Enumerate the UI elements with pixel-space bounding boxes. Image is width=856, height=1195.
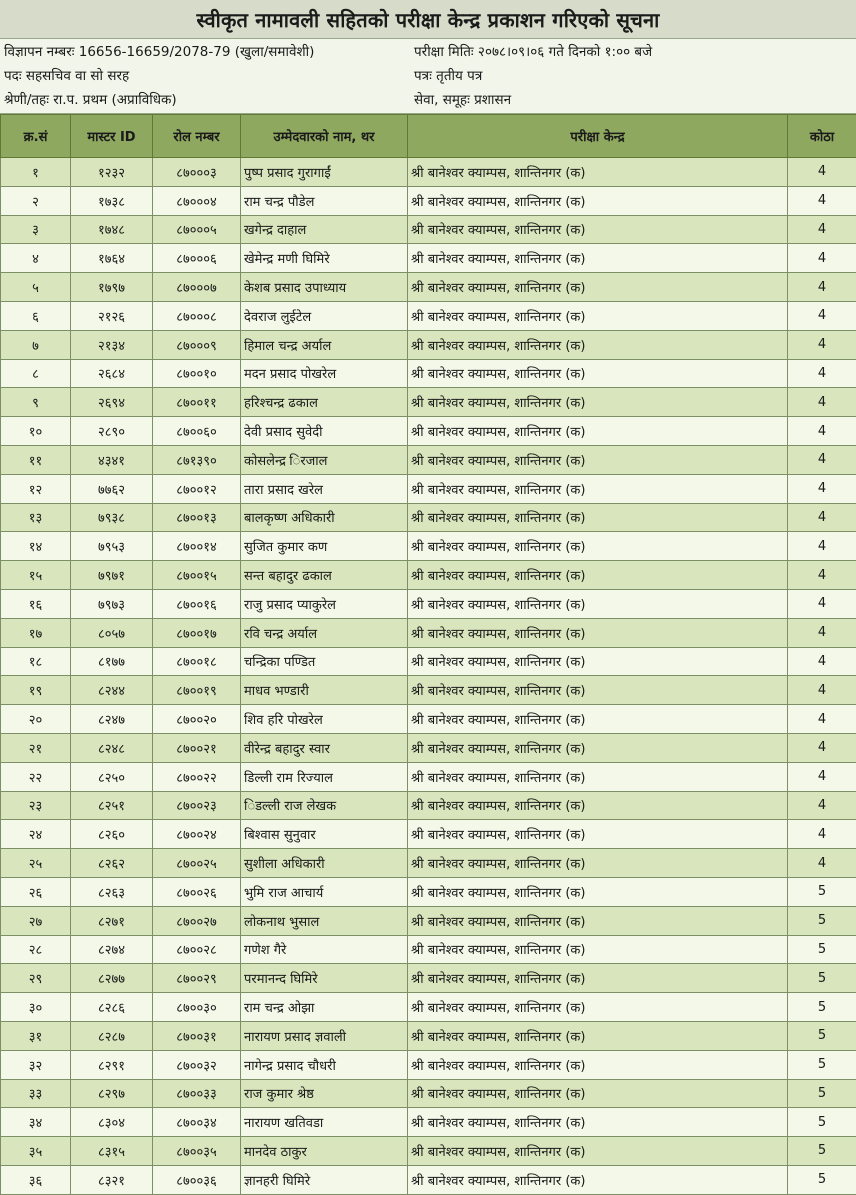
serial-cell: २९: [1, 964, 71, 993]
table-row: [1, 618, 856, 647]
candidate-name-cell: सुजित कुमार कण: [241, 532, 408, 561]
table-row: [1, 445, 856, 474]
serial-cell: १: [1, 158, 71, 187]
candidate-name-cell: माधव भण्डारी: [241, 676, 408, 705]
room-cell: 5: [788, 1079, 856, 1108]
header-roll-number: रोल नम्बर: [153, 115, 241, 158]
exam-info-left: [0, 39, 408, 113]
room-cell: 4: [788, 676, 856, 705]
exam-center-cell: श्री बानेश्वर क्याम्पस, शान्तिनगर (क): [408, 1137, 788, 1166]
table-row: [1, 733, 856, 762]
serial-cell: १३: [1, 503, 71, 532]
advertisement-number: विज्ञापन नम्बरः 16656-16659/2078-79 (खुला/समावेशी): [4, 44, 315, 60]
room-cell: 4: [788, 705, 856, 734]
exam-center-cell: श्री बानेश्वर क्याम्पस, शान्तिनगर (क): [408, 993, 788, 1022]
candidate-name-cell: कोसलेन्द्र िरजाल: [241, 445, 408, 474]
roll-number-cell: ८७१३९०: [153, 445, 241, 474]
master-id-cell: ८२८६: [71, 993, 153, 1022]
table-row: [1, 330, 856, 359]
table-row: [1, 158, 856, 187]
candidate-name-cell: हिमाल चन्द्र अर्याल: [241, 330, 408, 359]
candidate-name-cell: लोकनाथ भुसाल: [241, 906, 408, 935]
roll-number-cell: ८७००२२: [153, 762, 241, 791]
serial-cell: ३१: [1, 1021, 71, 1050]
roll-number-cell: ८७००३४: [153, 1108, 241, 1137]
candidate-name-cell: मदन प्रसाद पोखरेल: [241, 359, 408, 388]
master-id-cell: ८२४८: [71, 733, 153, 762]
exam-center-cell: श्री बानेश्वर क्याम्पस, शान्तिनगर (क): [408, 877, 788, 906]
candidate-name-cell: सुशीला अधिकारी: [241, 849, 408, 878]
roll-number-cell: ८७००३०: [153, 993, 241, 1022]
serial-cell: ६: [1, 301, 71, 330]
roll-number-cell: ८७००२३: [153, 791, 241, 820]
candidate-name-cell: नारायण प्रसाद ज्ञवाली: [241, 1021, 408, 1050]
exam-center-cell: श्री बानेश्वर क्याम्पस, शान्तिनगर (क): [408, 186, 788, 215]
table-row: [1, 820, 856, 849]
master-id-cell: २६९४: [71, 388, 153, 417]
table-row: [1, 1021, 856, 1050]
exam-center-cell: श्री बानेश्वर क्याम्पस, शान्तिनगर (क): [408, 647, 788, 676]
roll-number-cell: ८७०००४: [153, 186, 241, 215]
candidate-name-cell: नारायण खतिवडा: [241, 1108, 408, 1137]
room-cell: 4: [788, 849, 856, 878]
table-body: [1, 158, 856, 1195]
table-row: [1, 474, 856, 503]
roll-number-cell: ८७००११: [153, 388, 241, 417]
table-row: [1, 762, 856, 791]
header-candidate-name: उम्मेदवारको नाम, थर: [241, 115, 408, 158]
roll-number-cell: ८७००२६: [153, 877, 241, 906]
master-id-cell: ८२४७: [71, 705, 153, 734]
table-row: [1, 388, 856, 417]
serial-cell: १२: [1, 474, 71, 503]
room-cell: 4: [788, 820, 856, 849]
candidate-name-cell: राजु प्रसाद प्याकुरेल: [241, 589, 408, 618]
candidate-name-cell: खगेन्द्र दाहाल: [241, 215, 408, 244]
master-id-cell: ४३४१: [71, 445, 153, 474]
roll-number-cell: ८७००१२: [153, 474, 241, 503]
exam-center-cell: श्री बानेश्वर क्याम्पस, शान्तिनगर (क): [408, 589, 788, 618]
header-exam-center: परीक्षा केन्द्र: [408, 115, 788, 158]
roll-number-cell: ८७००३५: [153, 1137, 241, 1166]
candidate-name-cell: बालकृष्ण अधिकारी: [241, 503, 408, 532]
room-cell: 5: [788, 1137, 856, 1166]
room-cell: 4: [788, 186, 856, 215]
master-id-cell: २१२६: [71, 301, 153, 330]
table-row: [1, 964, 856, 993]
roll-number-cell: ८७००२७: [153, 906, 241, 935]
master-id-cell: ८२६३: [71, 877, 153, 906]
table-row: [1, 301, 856, 330]
exam-center-cell: श्री बानेश्वर क्याम्पस, शान्तिनगर (क): [408, 906, 788, 935]
post-name: पदः सहसचिव वा सो सरह: [4, 68, 130, 84]
roll-number-cell: ८७००२४: [153, 820, 241, 849]
room-cell: 5: [788, 964, 856, 993]
candidate-name-cell: शिव हरि पोखरेल: [241, 705, 408, 734]
room-cell: 4: [788, 561, 856, 590]
table-row: [1, 1108, 856, 1137]
serial-cell: ३४: [1, 1108, 71, 1137]
master-id-cell: ८२५०: [71, 762, 153, 791]
exam-center-cell: श्री बानेश्वर क्याम्पस, शान्तिनगर (क): [408, 849, 788, 878]
serial-cell: १०: [1, 417, 71, 446]
roll-number-cell: ८७०००८: [153, 301, 241, 330]
serial-cell: २७: [1, 906, 71, 935]
serial-cell: ३२: [1, 1050, 71, 1079]
exam-date: परीक्षा मितिः २०७८।०९।०६ गते दिनको १:०० बजे: [414, 44, 653, 60]
roll-number-cell: ८७००१४: [153, 532, 241, 561]
roll-number-cell: ८७०००७: [153, 273, 241, 302]
table-row: [1, 215, 856, 244]
exam-center-cell: श्री बानेश्वर क्याम्पस, शान्तिनगर (क): [408, 964, 788, 993]
room-cell: 5: [788, 1165, 856, 1194]
room-cell: 4: [788, 330, 856, 359]
room-cell: 5: [788, 993, 856, 1022]
master-id-cell: ७९७३: [71, 589, 153, 618]
table-row: [1, 647, 856, 676]
master-id-cell: ८२८७: [71, 1021, 153, 1050]
serial-cell: २८: [1, 935, 71, 964]
candidate-name-cell: चन्द्रिका पण्डित: [241, 647, 408, 676]
roll-number-cell: ८७०००३: [153, 158, 241, 187]
master-id-cell: ८३०४: [71, 1108, 153, 1137]
room-cell: 4: [788, 733, 856, 762]
candidate-name-cell: िडल्ली राज लेखक: [241, 791, 408, 820]
room-cell: 4: [788, 158, 856, 187]
roll-number-cell: ८७००१८: [153, 647, 241, 676]
table-row: [1, 561, 856, 590]
candidate-name-cell: गणेश गैरे: [241, 935, 408, 964]
room-cell: 4: [788, 791, 856, 820]
exam-center-cell: श्री बानेश्वर क्याम्पस, शान्तिनगर (क): [408, 1165, 788, 1194]
candidate-name-cell: राम चन्द्र पौडेल: [241, 186, 408, 215]
exam-center-cell: श्री बानेश्वर क्याम्पस, शान्तिनगर (क): [408, 330, 788, 359]
serial-cell: २२: [1, 762, 71, 791]
exam-center-cell: श्री बानेश्वर क्याम्पस, शान्तिनगर (क): [408, 762, 788, 791]
serial-cell: १४: [1, 532, 71, 561]
room-cell: 4: [788, 273, 856, 302]
serial-cell: १७: [1, 618, 71, 647]
serial-cell: १९: [1, 676, 71, 705]
candidate-name-cell: राम चन्द्र ओझा: [241, 993, 408, 1022]
serial-cell: ४: [1, 244, 71, 273]
service-group: सेवा, समूहः प्रशासन: [414, 92, 512, 108]
serial-cell: २१: [1, 733, 71, 762]
exam-center-cell: श्री बानेश्वर क्याम्पस, शान्तिनगर (क): [408, 676, 788, 705]
serial-cell: ३६: [1, 1165, 71, 1194]
serial-cell: २३: [1, 791, 71, 820]
roll-number-cell: ८७०००५: [153, 215, 241, 244]
roll-number-cell: ८७००२१: [153, 733, 241, 762]
master-id-cell: ८२५१: [71, 791, 153, 820]
table-row: [1, 417, 856, 446]
room-cell: 5: [788, 877, 856, 906]
roll-number-cell: ८७००२०: [153, 705, 241, 734]
roll-number-cell: ८७००१५: [153, 561, 241, 590]
paper-name: पत्रः तृतीय पत्र: [414, 68, 483, 84]
table-header-row: [1, 115, 856, 158]
table-row: [1, 503, 856, 532]
table-row: [1, 244, 856, 273]
master-id-cell: ८३२१: [71, 1165, 153, 1194]
exam-center-cell: श्री बानेश्वर क्याम्पस, शान्तिनगर (क): [408, 301, 788, 330]
candidate-name-cell: खेमेन्द्र मणी घिमिरे: [241, 244, 408, 273]
master-id-cell: ७९३८: [71, 503, 153, 532]
master-id-cell: २८९०: [71, 417, 153, 446]
serial-cell: ३०: [1, 993, 71, 1022]
master-id-cell: ८२९७: [71, 1079, 153, 1108]
master-id-cell: ८२७१: [71, 906, 153, 935]
exam-center-cell: श्री बानेश्वर क्याम्पस, शान्तिनगर (क): [408, 532, 788, 561]
roll-number-cell: ८७०००९: [153, 330, 241, 359]
serial-cell: ११: [1, 445, 71, 474]
roll-number-cell: ८७००१६: [153, 589, 241, 618]
exam-center-cell: श्री बानेश्वर क्याम्पस, शान्तिनगर (क): [408, 388, 788, 417]
exam-center-cell: श्री बानेश्वर क्याम्पस, शान्तिनगर (क): [408, 503, 788, 532]
table-row: [1, 705, 856, 734]
candidate-name-cell: रवि चन्द्र अर्याल: [241, 618, 408, 647]
roll-number-cell: ८७००१९: [153, 676, 241, 705]
exam-center-cell: श्री बानेश्वर क्याम्पस, शान्तिनगर (क): [408, 791, 788, 820]
master-id-cell: ८२७४: [71, 935, 153, 964]
serial-cell: १६: [1, 589, 71, 618]
master-id-cell: ७९५३: [71, 532, 153, 561]
master-id-cell: १७९७: [71, 273, 153, 302]
room-cell: 5: [788, 1108, 856, 1137]
master-id-cell: २१३४: [71, 330, 153, 359]
candidate-name-cell: नागेन्द्र प्रसाद चौधरी: [241, 1050, 408, 1079]
candidate-name-cell: भुमि राज आचार्य: [241, 877, 408, 906]
master-id-cell: ८१७७: [71, 647, 153, 676]
exam-center-cell: श्री बानेश्वर क्याम्पस, शान्तिनगर (क): [408, 820, 788, 849]
serial-cell: २०: [1, 705, 71, 734]
room-cell: 4: [788, 244, 856, 273]
roll-number-cell: ८७००३१: [153, 1021, 241, 1050]
serial-cell: ३३: [1, 1079, 71, 1108]
table-row: [1, 676, 856, 705]
exam-center-cell: श्री बानेश्वर क्याम्पस, शान्तिनगर (क): [408, 244, 788, 273]
serial-cell: २: [1, 186, 71, 215]
table-row: [1, 589, 856, 618]
exam-center-cell: श्री बानेश्वर क्याम्पस, शान्तिनगर (क): [408, 1079, 788, 1108]
exam-center-cell: श्री बानेश्वर क्याम्पस, शान्तिनगर (क): [408, 618, 788, 647]
room-cell: 4: [788, 445, 856, 474]
exam-center-cell: श्री बानेश्वर क्याम्पस, शान्तिनगर (क): [408, 158, 788, 187]
roll-number-cell: ८७००२८: [153, 935, 241, 964]
table-row: [1, 532, 856, 561]
room-cell: 5: [788, 906, 856, 935]
room-cell: 5: [788, 1050, 856, 1079]
room-cell: 4: [788, 215, 856, 244]
table-row: [1, 1137, 856, 1166]
master-id-cell: १७३८: [71, 186, 153, 215]
table-row: [1, 1079, 856, 1108]
page-title: स्वीकृत नामावली सहितको परीक्षा केन्द्र प्रकाशन गरिएको सूचना: [0, 0, 856, 39]
exam-center-cell: श्री बानेश्वर क्याम्पस, शान्तिनगर (क): [408, 561, 788, 590]
table-row: [1, 935, 856, 964]
room-cell: 4: [788, 589, 856, 618]
serial-cell: १८: [1, 647, 71, 676]
header-master-id: मास्टर ID: [71, 115, 153, 158]
roll-number-cell: ८७००३३: [153, 1079, 241, 1108]
serial-cell: ९: [1, 388, 71, 417]
table-row: [1, 993, 856, 1022]
candidate-name-cell: वीरेन्द्र बहादुर स्वार: [241, 733, 408, 762]
master-id-cell: १७६४: [71, 244, 153, 273]
room-cell: 4: [788, 762, 856, 791]
room-cell: 5: [788, 1021, 856, 1050]
exam-center-cell: श्री बानेश्वर क्याम्पस, शान्तिनगर (क): [408, 445, 788, 474]
class-level: श्रेणी/तहः रा.प. प्रथम (अप्राविधिक): [4, 92, 177, 108]
roll-number-cell: ८७०००६: [153, 244, 241, 273]
roll-number-cell: ८७००२५: [153, 849, 241, 878]
candidate-name-cell: तारा प्रसाद खरेल: [241, 474, 408, 503]
table-row: [1, 1050, 856, 1079]
candidate-table: [0, 114, 856, 1195]
master-id-cell: ८०५७: [71, 618, 153, 647]
roll-number-cell: ८७००१०: [153, 359, 241, 388]
exam-info-right: [408, 39, 656, 113]
room-cell: 4: [788, 503, 856, 532]
table-row: [1, 359, 856, 388]
exam-center-cell: श्री बानेश्वर क्याम्पस, शान्तिनगर (क): [408, 1050, 788, 1079]
room-cell: 4: [788, 618, 856, 647]
table-row: [1, 906, 856, 935]
exam-center-cell: श्री बानेश्वर क्याम्पस, शान्तिनगर (क): [408, 215, 788, 244]
serial-cell: ७: [1, 330, 71, 359]
table-row: [1, 273, 856, 302]
roll-number-cell: ८७००१७: [153, 618, 241, 647]
serial-cell: ३५: [1, 1137, 71, 1166]
candidate-name-cell: हरिश्चन्द्र ढकाल: [241, 388, 408, 417]
exam-center-cell: श्री बानेश्वर क्याम्पस, शान्तिनगर (क): [408, 1021, 788, 1050]
candidate-name-cell: पुष्प प्रसाद गुरागाईं: [241, 158, 408, 187]
candidate-name-cell: सन्त बहादुर ढकाल: [241, 561, 408, 590]
exam-center-cell: श्री बानेश्वर क्याम्पस, शान्तिनगर (क): [408, 1108, 788, 1137]
master-id-cell: १२३२: [71, 158, 153, 187]
roll-number-cell: ८७००३२: [153, 1050, 241, 1079]
master-id-cell: ८२७७: [71, 964, 153, 993]
room-cell: 4: [788, 474, 856, 503]
roll-number-cell: ८७००३६: [153, 1165, 241, 1194]
candidate-name-cell: डिल्ली राम रिज्याल: [241, 762, 408, 791]
candidate-name-cell: देवी प्रसाद सुवेदी: [241, 417, 408, 446]
candidate-name-cell: केशब प्रसाद उपाध्याय: [241, 273, 408, 302]
master-id-cell: ८२६२: [71, 849, 153, 878]
candidate-name-cell: देवराज लुईटेल: [241, 301, 408, 330]
candidate-name-cell: बिश्वास सुनुवार: [241, 820, 408, 849]
room-cell: 5: [788, 935, 856, 964]
roll-number-cell: ८७००६०: [153, 417, 241, 446]
candidate-name-cell: मानदेव ठाकुर: [241, 1137, 408, 1166]
table-row: [1, 849, 856, 878]
master-id-cell: २६८४: [71, 359, 153, 388]
table-row: [1, 791, 856, 820]
room-cell: 4: [788, 359, 856, 388]
serial-cell: २५: [1, 849, 71, 878]
master-id-cell: ७९७१: [71, 561, 153, 590]
roll-number-cell: ८७००१३: [153, 503, 241, 532]
master-id-cell: १७४८: [71, 215, 153, 244]
serial-cell: २६: [1, 877, 71, 906]
header-serial: क्र.सं: [1, 115, 71, 158]
master-id-cell: ८२९१: [71, 1050, 153, 1079]
room-cell: 4: [788, 532, 856, 561]
serial-cell: ५: [1, 273, 71, 302]
candidate-name-cell: राज कुमार श्रेष्ठ: [241, 1079, 408, 1108]
candidate-name-cell: ज्ञानहरी घिमिरे: [241, 1165, 408, 1194]
room-cell: 4: [788, 647, 856, 676]
exam-info: [0, 39, 856, 114]
exam-center-cell: श्री बानेश्वर क्याम्पस, शान्तिनगर (क): [408, 273, 788, 302]
candidate-name-cell: परमानन्द घिमिरे: [241, 964, 408, 993]
exam-center-cell: श्री बानेश्वर क्याम्पस, शान्तिनगर (क): [408, 417, 788, 446]
room-cell: 4: [788, 388, 856, 417]
serial-cell: ३: [1, 215, 71, 244]
roll-number-cell: ८७००२९: [153, 964, 241, 993]
serial-cell: ८: [1, 359, 71, 388]
master-id-cell: ८२६०: [71, 820, 153, 849]
header-room: कोठा: [788, 115, 856, 158]
table-row: [1, 877, 856, 906]
master-id-cell: ७७६२: [71, 474, 153, 503]
room-cell: 4: [788, 417, 856, 446]
table-row: [1, 186, 856, 215]
serial-cell: १५: [1, 561, 71, 590]
master-id-cell: ८२४४: [71, 676, 153, 705]
exam-center-cell: श्री बानेश्वर क्याम्पस, शान्तिनगर (क): [408, 935, 788, 964]
exam-center-cell: श्री बानेश्वर क्याम्पस, शान्तिनगर (क): [408, 705, 788, 734]
room-cell: 4: [788, 301, 856, 330]
exam-center-cell: श्री बानेश्वर क्याम्पस, शान्तिनगर (क): [408, 359, 788, 388]
table-row: [1, 1165, 856, 1194]
exam-center-cell: श्री बानेश्वर क्याम्पस, शान्तिनगर (क): [408, 733, 788, 762]
exam-center-cell: श्री बानेश्वर क्याम्पस, शान्तिनगर (क): [408, 474, 788, 503]
master-id-cell: ८३१५: [71, 1137, 153, 1166]
serial-cell: २४: [1, 820, 71, 849]
